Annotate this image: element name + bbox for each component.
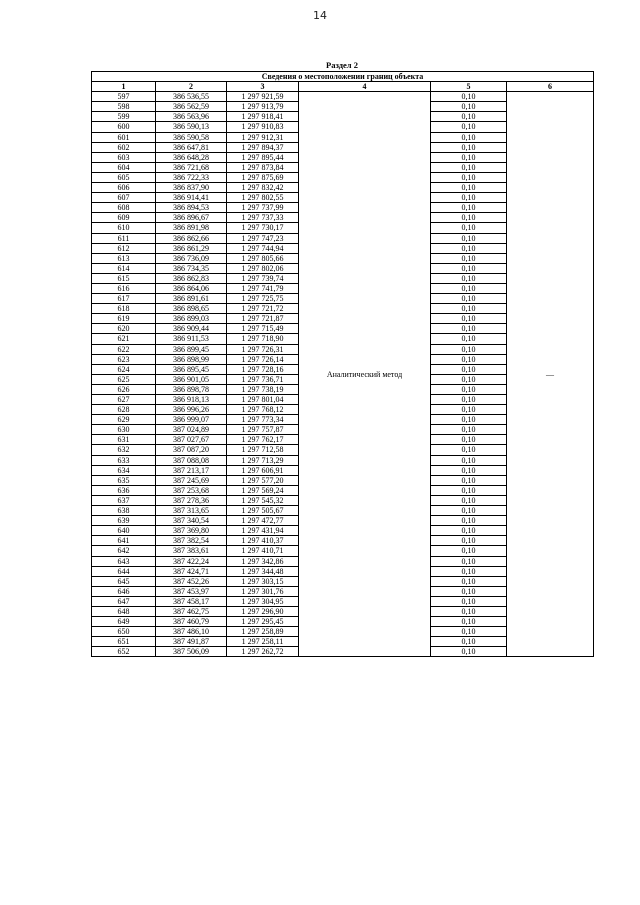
accuracy-cell: 0,10 <box>431 637 507 647</box>
column-header-5: 5 <box>431 82 507 92</box>
boundary-coordinates-table <box>91 71 594 657</box>
method-cell <box>299 92 431 657</box>
point-number-cell: 605 <box>92 172 156 182</box>
accuracy-cell: 0,10 <box>431 92 507 102</box>
y-coordinate-cell: 1 297 295,45 <box>227 617 299 627</box>
point-number-cell: 604 <box>92 162 156 172</box>
x-coordinate-cell: 386 862,83 <box>156 273 227 283</box>
x-coordinate-cell: 386 590,58 <box>156 132 227 142</box>
y-coordinate-cell: 1 297 410,71 <box>227 546 299 556</box>
point-number-cell: 619 <box>92 314 156 324</box>
accuracy-cell: 0,10 <box>431 395 507 405</box>
y-coordinate-cell: 1 297 802,55 <box>227 193 299 203</box>
y-coordinate-cell: 1 297 910,83 <box>227 122 299 132</box>
x-coordinate-cell: 386 914,41 <box>156 193 227 203</box>
y-coordinate-cell: 1 297 296,90 <box>227 606 299 616</box>
accuracy-cell: 0,10 <box>431 495 507 505</box>
accuracy-cell: 0,10 <box>431 556 507 566</box>
y-coordinate-cell: 1 297 726,31 <box>227 344 299 354</box>
accuracy-cell: 0,10 <box>431 425 507 435</box>
point-number-cell: 609 <box>92 213 156 223</box>
x-coordinate-cell: 387 382,54 <box>156 536 227 546</box>
accuracy-cell: 0,10 <box>431 213 507 223</box>
point-number-cell: 635 <box>92 475 156 485</box>
accuracy-cell: 0,10 <box>431 132 507 142</box>
y-coordinate-cell: 1 297 505,67 <box>227 506 299 516</box>
x-coordinate-cell: 387 369,80 <box>156 526 227 536</box>
table-body <box>92 92 594 657</box>
x-coordinate-cell: 386 898,99 <box>156 354 227 364</box>
accuracy-cell: 0,10 <box>431 354 507 364</box>
x-coordinate-cell: 386 734,35 <box>156 263 227 273</box>
x-coordinate-cell: 386 918,13 <box>156 395 227 405</box>
y-coordinate-cell: 1 297 726,14 <box>227 354 299 364</box>
x-coordinate-cell: 386 647,81 <box>156 142 227 152</box>
y-coordinate-cell: 1 297 712,58 <box>227 445 299 455</box>
point-number-cell: 611 <box>92 233 156 243</box>
y-coordinate-cell: 1 297 721,87 <box>227 314 299 324</box>
y-coordinate-cell: 1 297 921,59 <box>227 92 299 102</box>
y-coordinate-cell: 1 297 762,17 <box>227 435 299 445</box>
y-coordinate-cell: 1 297 472,77 <box>227 516 299 526</box>
x-coordinate-cell: 386 911,53 <box>156 334 227 344</box>
x-coordinate-cell: 387 460,79 <box>156 617 227 627</box>
point-number-cell: 599 <box>92 112 156 122</box>
x-coordinate-cell: 386 536,55 <box>156 92 227 102</box>
x-coordinate-cell: 386 909,44 <box>156 324 227 334</box>
accuracy-cell: 0,10 <box>431 586 507 596</box>
y-coordinate-cell: 1 297 303,15 <box>227 576 299 586</box>
point-number-cell: 638 <box>92 506 156 516</box>
accuracy-cell: 0,10 <box>431 596 507 606</box>
point-number-cell: 648 <box>92 606 156 616</box>
x-coordinate-cell: 387 486,10 <box>156 627 227 637</box>
x-coordinate-cell: 386 590,13 <box>156 122 227 132</box>
x-coordinate-cell: 386 563,96 <box>156 112 227 122</box>
accuracy-cell: 0,10 <box>431 405 507 415</box>
y-coordinate-cell: 1 297 344,48 <box>227 566 299 576</box>
y-coordinate-cell: 1 297 545,32 <box>227 495 299 505</box>
point-number-cell: 616 <box>92 283 156 293</box>
y-coordinate-cell: 1 297 730,17 <box>227 223 299 233</box>
y-coordinate-cell: 1 297 747,23 <box>227 233 299 243</box>
accuracy-cell: 0,10 <box>431 485 507 495</box>
accuracy-cell: 0,10 <box>431 152 507 162</box>
x-coordinate-cell: 387 087,20 <box>156 445 227 455</box>
method-label: Аналитический метод <box>326 369 403 379</box>
accuracy-cell: 0,10 <box>431 384 507 394</box>
point-number-cell: 613 <box>92 253 156 263</box>
y-coordinate-cell: 1 297 739,74 <box>227 273 299 283</box>
x-coordinate-cell: 387 340,54 <box>156 516 227 526</box>
accuracy-cell: 0,10 <box>431 172 507 182</box>
y-coordinate-cell: 1 297 737,33 <box>227 213 299 223</box>
x-coordinate-cell: 387 506,09 <box>156 647 227 657</box>
accuracy-cell: 0,10 <box>431 304 507 314</box>
y-coordinate-cell: 1 297 258,89 <box>227 627 299 637</box>
y-coordinate-cell: 1 297 768,12 <box>227 405 299 415</box>
accuracy-cell: 0,10 <box>431 627 507 637</box>
y-coordinate-cell: 1 297 875,69 <box>227 172 299 182</box>
y-coordinate-cell: 1 297 832,42 <box>227 183 299 193</box>
x-coordinate-cell: 387 088,08 <box>156 455 227 465</box>
point-number-cell: 624 <box>92 364 156 374</box>
point-number-cell: 617 <box>92 294 156 304</box>
accuracy-cell: 0,10 <box>431 334 507 344</box>
point-number-cell: 652 <box>92 647 156 657</box>
point-number-cell: 603 <box>92 152 156 162</box>
point-number-cell: 614 <box>92 263 156 273</box>
accuracy-cell: 0,10 <box>431 566 507 576</box>
point-number-cell: 633 <box>92 455 156 465</box>
y-coordinate-cell: 1 297 873,84 <box>227 162 299 172</box>
y-coordinate-cell: 1 297 744,94 <box>227 243 299 253</box>
point-number-cell: 631 <box>92 435 156 445</box>
y-coordinate-cell: 1 297 721,72 <box>227 304 299 314</box>
accuracy-cell: 0,10 <box>431 314 507 324</box>
point-number-cell: 639 <box>92 516 156 526</box>
point-number-cell: 610 <box>92 223 156 233</box>
y-coordinate-cell: 1 297 431,94 <box>227 526 299 536</box>
y-coordinate-cell: 1 297 757,87 <box>227 425 299 435</box>
accuracy-cell: 0,10 <box>431 294 507 304</box>
y-coordinate-cell: 1 297 304,95 <box>227 596 299 606</box>
point-number-cell: 644 <box>92 566 156 576</box>
y-coordinate-cell: 1 297 802,06 <box>227 263 299 273</box>
y-coordinate-cell: 1 297 713,29 <box>227 455 299 465</box>
x-coordinate-cell: 386 899,03 <box>156 314 227 324</box>
accuracy-cell: 0,10 <box>431 142 507 152</box>
accuracy-cell: 0,10 <box>431 233 507 243</box>
page-number: 14 <box>313 9 327 22</box>
accuracy-cell: 0,10 <box>431 536 507 546</box>
x-coordinate-cell: 386 891,98 <box>156 223 227 233</box>
accuracy-cell: 0,10 <box>431 102 507 112</box>
x-coordinate-cell: 386 562,59 <box>156 102 227 112</box>
x-coordinate-cell: 386 891,61 <box>156 294 227 304</box>
y-coordinate-cell: 1 297 577,20 <box>227 475 299 485</box>
accuracy-cell: 0,10 <box>431 516 507 526</box>
point-number-cell: 643 <box>92 556 156 566</box>
point-number-cell: 607 <box>92 193 156 203</box>
x-coordinate-cell: 387 452,26 <box>156 576 227 586</box>
x-coordinate-cell: 387 245,69 <box>156 475 227 485</box>
y-coordinate-cell: 1 297 262,72 <box>227 647 299 657</box>
point-number-cell: 641 <box>92 536 156 546</box>
accuracy-cell: 0,10 <box>431 415 507 425</box>
point-number-cell: 626 <box>92 384 156 394</box>
y-coordinate-cell: 1 297 912,31 <box>227 132 299 142</box>
point-number-cell: 602 <box>92 142 156 152</box>
accuracy-cell: 0,10 <box>431 283 507 293</box>
accuracy-cell: 0,10 <box>431 243 507 253</box>
point-number-cell: 597 <box>92 92 156 102</box>
point-number-cell: 618 <box>92 304 156 314</box>
accuracy-cell: 0,10 <box>431 647 507 657</box>
column-header-6: 6 <box>507 82 594 92</box>
accuracy-cell: 0,10 <box>431 203 507 213</box>
point-number-cell: 608 <box>92 203 156 213</box>
x-coordinate-cell: 386 722,33 <box>156 172 227 182</box>
point-number-cell: 601 <box>92 132 156 142</box>
point-number-cell: 606 <box>92 183 156 193</box>
y-coordinate-cell: 1 297 728,16 <box>227 364 299 374</box>
accuracy-cell: 0,10 <box>431 455 507 465</box>
point-number-cell: 634 <box>92 465 156 475</box>
point-number-cell: 649 <box>92 617 156 627</box>
accuracy-cell: 0,10 <box>431 122 507 132</box>
x-coordinate-cell: 386 999,07 <box>156 415 227 425</box>
accuracy-cell: 0,10 <box>431 465 507 475</box>
point-number-cell: 600 <box>92 122 156 132</box>
accuracy-cell: 0,10 <box>431 617 507 627</box>
x-coordinate-cell: 387 213,17 <box>156 465 227 475</box>
accuracy-cell: 0,10 <box>431 162 507 172</box>
accuracy-cell: 0,10 <box>431 546 507 556</box>
accuracy-cell: 0,10 <box>431 193 507 203</box>
point-number-cell: 651 <box>92 637 156 647</box>
column-header-4: 4 <box>299 82 431 92</box>
y-coordinate-cell: 1 297 715,49 <box>227 324 299 334</box>
point-number-cell: 645 <box>92 576 156 586</box>
x-coordinate-cell: 387 253,68 <box>156 485 227 495</box>
x-coordinate-cell: 386 896,67 <box>156 213 227 223</box>
x-coordinate-cell: 386 861,29 <box>156 243 227 253</box>
point-number-cell: 612 <box>92 243 156 253</box>
y-coordinate-cell: 1 297 918,41 <box>227 112 299 122</box>
y-coordinate-cell: 1 297 606,91 <box>227 465 299 475</box>
y-coordinate-cell: 1 297 801,04 <box>227 395 299 405</box>
point-number-cell: 646 <box>92 586 156 596</box>
x-coordinate-cell: 386 899,45 <box>156 344 227 354</box>
x-coordinate-cell: 386 862,66 <box>156 233 227 243</box>
accuracy-cell: 0,10 <box>431 606 507 616</box>
point-number-cell: 629 <box>92 415 156 425</box>
point-number-cell: 625 <box>92 374 156 384</box>
x-coordinate-cell: 387 424,71 <box>156 566 227 576</box>
y-coordinate-cell: 1 297 773,34 <box>227 415 299 425</box>
x-coordinate-cell: 387 313,65 <box>156 506 227 516</box>
column-6-cell: — <box>507 92 594 657</box>
point-number-cell: 630 <box>92 425 156 435</box>
x-coordinate-cell: 386 648,28 <box>156 152 227 162</box>
accuracy-cell: 0,10 <box>431 576 507 586</box>
point-number-cell: 640 <box>92 526 156 536</box>
y-coordinate-cell: 1 297 895,44 <box>227 152 299 162</box>
y-coordinate-cell: 1 297 738,19 <box>227 384 299 394</box>
accuracy-cell: 0,10 <box>431 112 507 122</box>
x-coordinate-cell: 387 024,89 <box>156 425 227 435</box>
point-number-cell: 623 <box>92 354 156 364</box>
x-coordinate-cell: 387 422,24 <box>156 556 227 566</box>
accuracy-cell: 0,10 <box>431 344 507 354</box>
x-coordinate-cell: 386 894,53 <box>156 203 227 213</box>
accuracy-cell: 0,10 <box>431 445 507 455</box>
accuracy-cell: 0,10 <box>431 263 507 273</box>
section-title: Раздел 2 <box>326 60 358 70</box>
point-number-cell: 647 <box>92 596 156 606</box>
point-number-cell: 620 <box>92 324 156 334</box>
y-coordinate-cell: 1 297 301,76 <box>227 586 299 596</box>
accuracy-cell: 0,10 <box>431 364 507 374</box>
column-header-3: 3 <box>227 82 299 92</box>
y-coordinate-cell: 1 297 718,90 <box>227 334 299 344</box>
accuracy-cell: 0,10 <box>431 273 507 283</box>
y-coordinate-cell: 1 297 805,66 <box>227 253 299 263</box>
point-number-cell: 642 <box>92 546 156 556</box>
y-coordinate-cell: 1 297 569,24 <box>227 485 299 495</box>
point-number-cell: 650 <box>92 627 156 637</box>
x-coordinate-cell: 386 996,26 <box>156 405 227 415</box>
accuracy-cell: 0,10 <box>431 223 507 233</box>
accuracy-cell: 0,10 <box>431 435 507 445</box>
x-coordinate-cell: 386 721,68 <box>156 162 227 172</box>
accuracy-cell: 0,10 <box>431 324 507 334</box>
table-title: Сведения о местоположении границ объекта <box>92 72 594 82</box>
y-coordinate-cell: 1 297 737,99 <box>227 203 299 213</box>
x-coordinate-cell: 387 458,17 <box>156 596 227 606</box>
x-coordinate-cell: 387 453,97 <box>156 586 227 596</box>
point-number-cell: 636 <box>92 485 156 495</box>
point-number-cell: 628 <box>92 405 156 415</box>
accuracy-cell: 0,10 <box>431 526 507 536</box>
column-header-1: 1 <box>92 82 156 92</box>
x-coordinate-cell: 387 462,75 <box>156 606 227 616</box>
point-number-cell: 598 <box>92 102 156 112</box>
y-coordinate-cell: 1 297 258,11 <box>227 637 299 647</box>
y-coordinate-cell: 1 297 725,75 <box>227 294 299 304</box>
x-coordinate-cell: 387 278,36 <box>156 495 227 505</box>
x-coordinate-cell: 387 491,87 <box>156 637 227 647</box>
y-coordinate-cell: 1 297 410,37 <box>227 536 299 546</box>
y-coordinate-cell: 1 297 741,79 <box>227 283 299 293</box>
x-coordinate-cell: 387 027,67 <box>156 435 227 445</box>
x-coordinate-cell: 386 864,06 <box>156 283 227 293</box>
point-number-cell: 637 <box>92 495 156 505</box>
x-coordinate-cell: 386 837,90 <box>156 183 227 193</box>
point-number-cell: 621 <box>92 334 156 344</box>
y-coordinate-cell: 1 297 342,86 <box>227 556 299 566</box>
y-coordinate-cell: 1 297 913,79 <box>227 102 299 112</box>
point-number-cell: 627 <box>92 395 156 405</box>
accuracy-cell: 0,10 <box>431 253 507 263</box>
point-number-cell: 615 <box>92 273 156 283</box>
accuracy-cell: 0,10 <box>431 183 507 193</box>
column-header-2: 2 <box>156 82 227 92</box>
accuracy-cell: 0,10 <box>431 475 507 485</box>
x-coordinate-cell: 386 898,78 <box>156 384 227 394</box>
y-coordinate-cell: 1 297 736,71 <box>227 374 299 384</box>
point-number-cell: 622 <box>92 344 156 354</box>
x-coordinate-cell: 386 895,45 <box>156 364 227 374</box>
x-coordinate-cell: 386 898,65 <box>156 304 227 314</box>
x-coordinate-cell: 386 736,09 <box>156 253 227 263</box>
accuracy-cell: 0,10 <box>431 374 507 384</box>
table-row <box>92 92 594 102</box>
x-coordinate-cell: 386 901,05 <box>156 374 227 384</box>
point-number-cell: 632 <box>92 445 156 455</box>
y-coordinate-cell: 1 297 894,37 <box>227 142 299 152</box>
accuracy-cell: 0,10 <box>431 506 507 516</box>
x-coordinate-cell: 387 383,61 <box>156 546 227 556</box>
